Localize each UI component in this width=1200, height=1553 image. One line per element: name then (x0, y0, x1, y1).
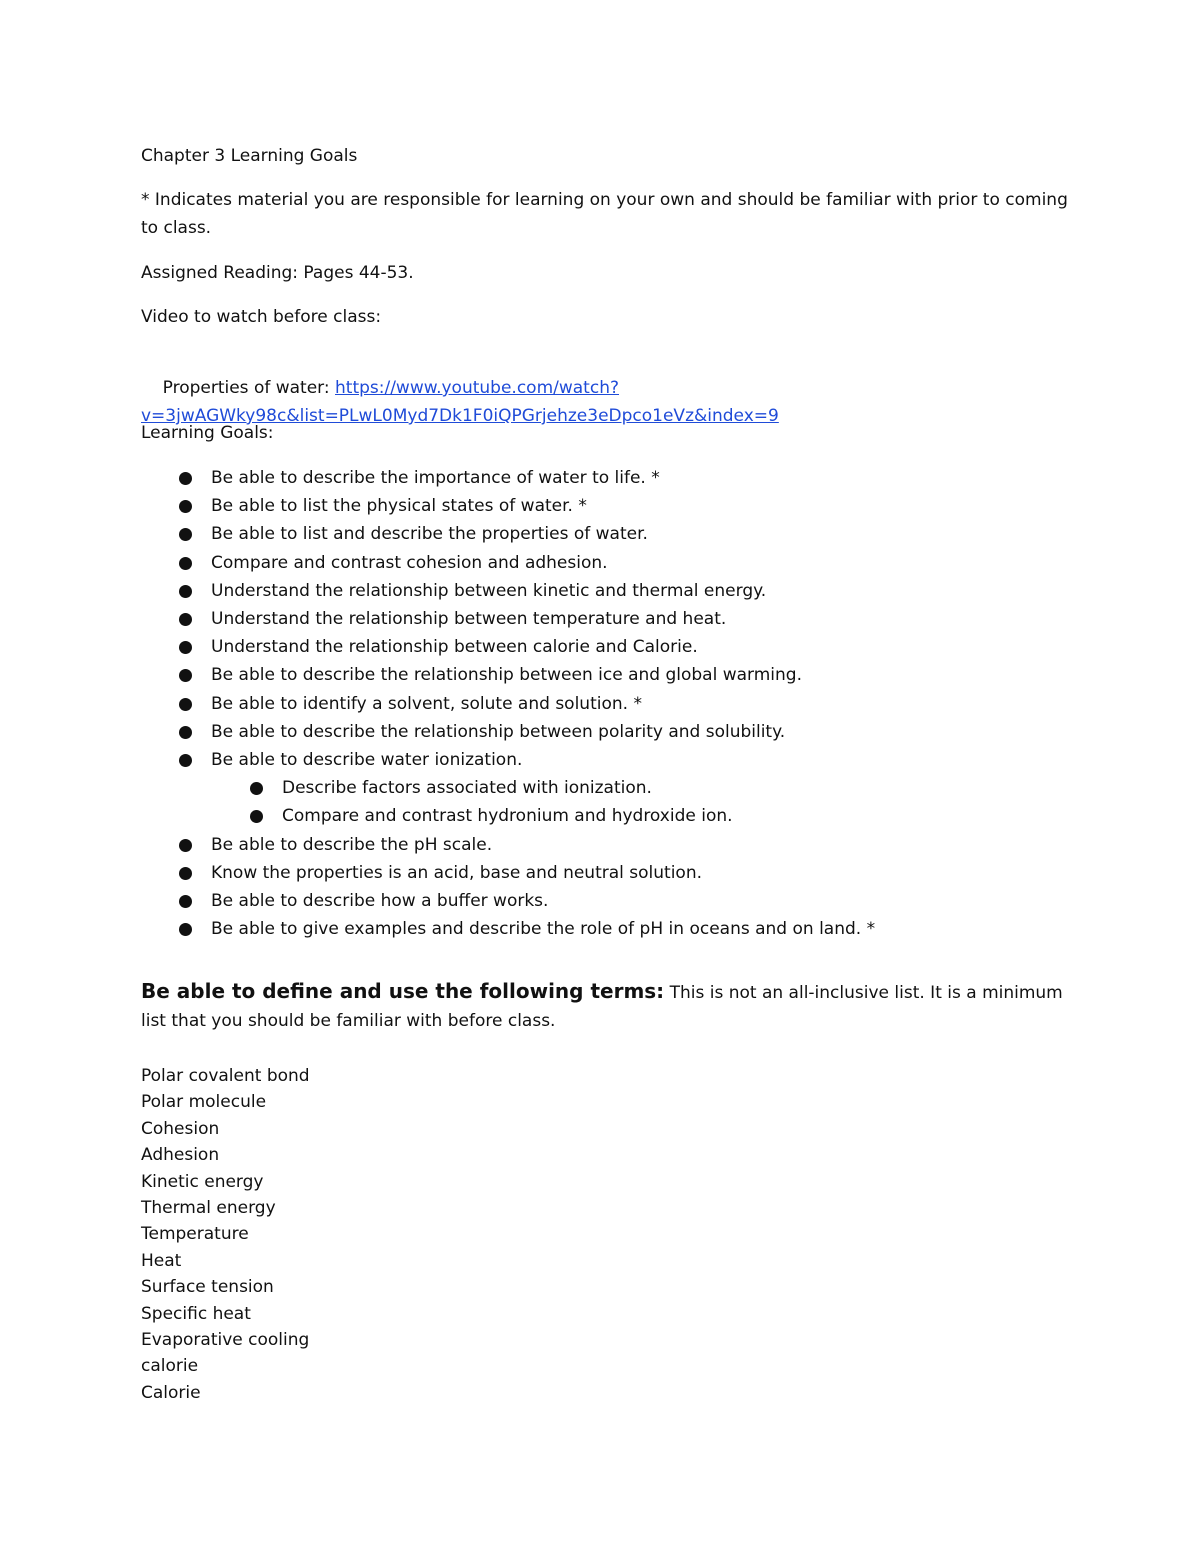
responsibility-note: * Indicates material you are responsible for learning on your own and should be familiar with prior to coming to class. (141, 190, 1074, 238)
goal-item (141, 859, 1071, 887)
goal-item (141, 718, 1071, 746)
goal-text: Be able to describe the importance of water to life. * (211, 468, 660, 488)
goal-text: Be able to describe the relationship between polarity and solubility. (211, 721, 786, 742)
bullet-icon (179, 754, 192, 767)
goal-text: Know the properties is an acid, base and neutral solution. (211, 862, 702, 883)
bullet-icon (179, 895, 192, 908)
bullet-icon (179, 839, 192, 852)
video-link[interactable]: https://www.youtube.com/watch?v=3jwAGWky98c&list=PLwL0Myd7Dk1F0iQPGrjehze3eDpco1eVz&index=9 (141, 378, 779, 426)
term-item: Cohesion (141, 1118, 220, 1139)
bullet-icon (179, 472, 192, 485)
goal-text: Describe factors associated with ionization. (282, 778, 652, 799)
goal-item (141, 887, 1071, 915)
goal-text: Be able to identify a solvent, solute and solution. * (211, 693, 642, 714)
terms-intro (141, 977, 1081, 1035)
goal-item (141, 915, 1071, 943)
terms-intro-text: This is not an all-inclusive list. It is a minimum list that you should be familiar with before class. (141, 983, 1063, 1031)
term-item: calorie (141, 1356, 199, 1377)
bullet-icon (179, 923, 192, 936)
goal-text: Understand the relationship between calorie and Calorie. (211, 637, 698, 658)
goal-text: Compare and contrast hydronium and hydroxide ion. (282, 806, 733, 827)
goal-text: Be able to describe water ionization. (211, 750, 523, 771)
goal-item (141, 831, 1071, 859)
goal-text: Be able to give examples and describe the role of pH in oceans and on land. * (211, 919, 876, 940)
goal-text: Be able to describe the relationship between ice and global warming. (211, 665, 802, 686)
goal-text: Be able to describe how a buffer works. (211, 891, 549, 912)
bullet-icon (179, 698, 192, 711)
bullet-icon (179, 669, 192, 682)
term-item: Temperature (141, 1224, 249, 1245)
document-title: Chapter 3 Learning Goals (141, 146, 358, 166)
bullet-icon (179, 867, 192, 880)
learning-goals-label: Learning Goals: (141, 423, 274, 443)
bullet-icon (179, 585, 192, 598)
bullet-icon (250, 782, 263, 795)
goal-item (141, 661, 1071, 689)
term-item: Thermal energy (141, 1198, 276, 1219)
goal-item (141, 549, 1071, 577)
goal-item (141, 464, 1071, 492)
term-item: Calorie (141, 1382, 201, 1403)
bullet-icon (179, 528, 192, 541)
goal-item (141, 577, 1071, 605)
bullet-icon (179, 500, 192, 513)
goal-text: Be able to list the physical states of water. * (211, 496, 587, 517)
term-item: Polar molecule (141, 1092, 267, 1113)
term-item: Specific heat (141, 1303, 251, 1324)
bullet-icon (179, 613, 192, 626)
term-item: Evaporative cooling (141, 1330, 310, 1351)
term-item: Surface tension (141, 1277, 274, 1298)
sub-goal-item (141, 802, 1071, 830)
goal-text: Understand the relationship between temperature and heat. (211, 609, 727, 630)
goal-text: Be able to describe the pH scale. (211, 834, 493, 855)
goal-text: Understand the relationship between kinetic and thermal energy. (211, 580, 767, 601)
goal-item (141, 746, 1071, 774)
goal-text: Be able to list and describe the properties of water. (211, 524, 648, 545)
bullet-icon (250, 810, 263, 823)
term-item: Polar covalent bond (141, 1066, 310, 1086)
assigned-reading: Assigned Reading: Pages 44-53. (141, 263, 414, 283)
bullet-icon (179, 557, 192, 570)
sub-goal-item (141, 774, 1071, 802)
term-item: Kinetic energy (141, 1171, 264, 1192)
video-heading: Video to watch before class: (141, 307, 382, 327)
term-item: Heat (141, 1250, 182, 1271)
bullet-icon (179, 726, 192, 739)
learning-goals-list (141, 464, 1071, 943)
goal-item (141, 690, 1071, 718)
goal-item (141, 520, 1071, 548)
goal-item (141, 633, 1071, 661)
goal-item (141, 492, 1071, 520)
term-item: Adhesion (141, 1145, 220, 1166)
video-label: Properties of water: (162, 378, 335, 398)
goal-item (141, 605, 1071, 633)
terms-heading: Be able to define and use the following terms: (141, 979, 665, 1003)
terms-list (141, 1063, 741, 1406)
bullet-icon (179, 641, 192, 654)
goal-text: Compare and contrast cohesion and adhesion. (211, 552, 608, 573)
